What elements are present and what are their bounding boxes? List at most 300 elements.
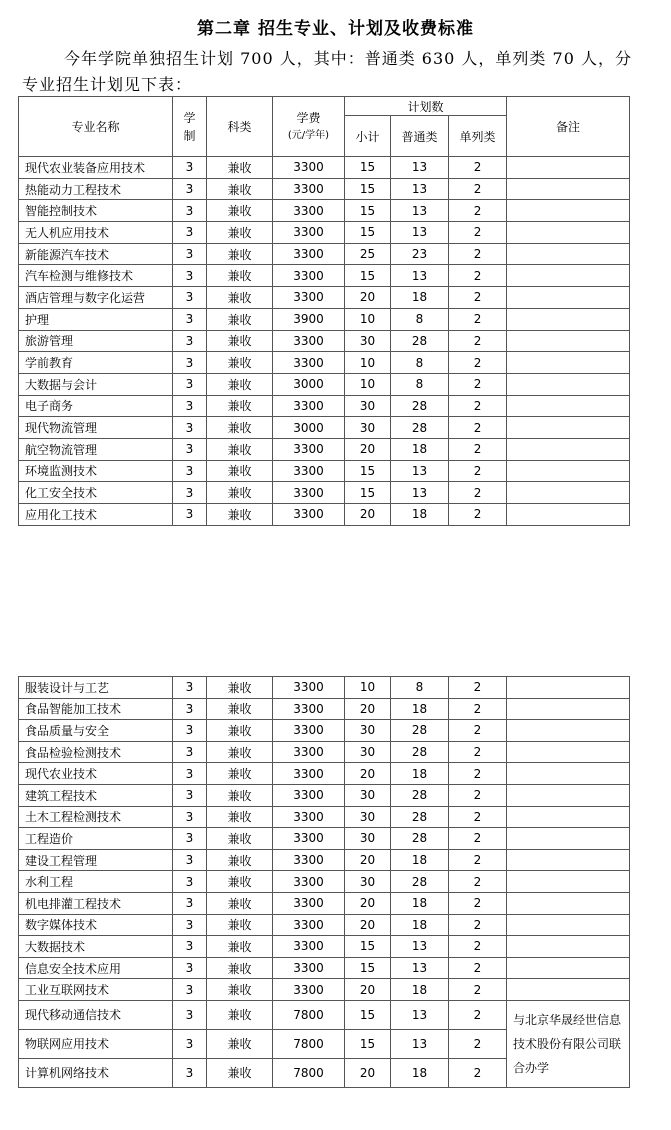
general-cell: 18 [391, 914, 449, 936]
major-name-cell: 旅游管理 [19, 330, 173, 352]
category-cell: 兼收 [207, 287, 273, 309]
fee-cell: 3900 [273, 308, 345, 330]
note-cell [507, 178, 630, 200]
major-name-cell: 食品质量与安全 [19, 720, 173, 742]
separate-cell: 2 [449, 741, 507, 763]
subtotal-cell: 20 [345, 504, 391, 526]
table-row [19, 222, 630, 244]
separate-cell: 2 [449, 806, 507, 828]
table-row [19, 157, 630, 179]
subtotal-cell: 10 [345, 677, 391, 699]
note-cell [507, 200, 630, 222]
general-cell: 18 [391, 763, 449, 785]
subtotal-cell: 20 [345, 287, 391, 309]
header-major: 专业名称 [19, 97, 173, 157]
fee-cell: 3300 [273, 784, 345, 806]
note-cell [507, 330, 630, 352]
separate-cell: 2 [449, 222, 507, 244]
table-row [19, 849, 630, 871]
general-cell: 28 [391, 417, 449, 439]
note-cell [507, 892, 630, 914]
note-cell [507, 287, 630, 309]
length-cell: 3 [173, 243, 207, 265]
major-name-cell: 信息安全技术应用 [19, 957, 173, 979]
fee-cell: 3300 [273, 698, 345, 720]
fee-cell: 3300 [273, 677, 345, 699]
fee-cell: 3300 [273, 979, 345, 1001]
major-name-cell: 大数据与会计 [19, 373, 173, 395]
fee-cell: 3300 [273, 438, 345, 460]
major-name-cell: 数字媒体技术 [19, 914, 173, 936]
general-cell: 23 [391, 243, 449, 265]
major-name-cell: 护理 [19, 308, 173, 330]
subtotal-cell: 15 [345, 178, 391, 200]
length-cell: 3 [173, 482, 207, 504]
subtotal-cell: 20 [345, 849, 391, 871]
length-cell: 3 [173, 417, 207, 439]
fee-cell: 3300 [273, 936, 345, 958]
general-cell: 13 [391, 1029, 449, 1058]
table-row [19, 1000, 630, 1029]
length-cell: 3 [173, 222, 207, 244]
separate-cell: 2 [449, 157, 507, 179]
major-name-cell: 计算机网络技术 [19, 1058, 173, 1087]
separate-cell: 2 [449, 677, 507, 699]
separate-cell: 2 [449, 504, 507, 526]
general-cell: 18 [391, 438, 449, 460]
separate-cell: 2 [449, 828, 507, 850]
subtotal-cell: 15 [345, 1029, 391, 1058]
general-cell: 18 [391, 892, 449, 914]
table-row [19, 720, 630, 742]
general-cell: 13 [391, 265, 449, 287]
subtotal-cell: 30 [345, 741, 391, 763]
subtotal-cell: 20 [345, 438, 391, 460]
separate-cell: 2 [449, 698, 507, 720]
separate-cell: 2 [449, 178, 507, 200]
category-cell: 兼收 [207, 243, 273, 265]
category-cell: 兼收 [207, 222, 273, 244]
table-row [19, 957, 630, 979]
major-name-cell: 电子商务 [19, 395, 173, 417]
length-cell: 3 [173, 720, 207, 742]
note-cell [507, 871, 630, 893]
subtotal-cell: 10 [345, 308, 391, 330]
major-name-cell: 学前教育 [19, 352, 173, 374]
major-name-cell: 环境监测技术 [19, 460, 173, 482]
major-name-cell: 航空物流管理 [19, 438, 173, 460]
category-cell: 兼收 [207, 330, 273, 352]
fee-cell: 3000 [273, 417, 345, 439]
general-cell: 28 [391, 741, 449, 763]
category-cell: 兼收 [207, 157, 273, 179]
general-cell: 18 [391, 849, 449, 871]
length-cell: 3 [173, 504, 207, 526]
category-cell: 兼收 [207, 308, 273, 330]
table-row [19, 287, 630, 309]
note-cell [507, 979, 630, 1001]
intro-paragraph-line-2: 专业招生计划见下表： [22, 75, 193, 94]
separate-cell: 2 [449, 957, 507, 979]
separate-cell: 2 [449, 720, 507, 742]
table-row [19, 979, 630, 1001]
fee-cell: 3300 [273, 957, 345, 979]
subtotal-cell: 30 [345, 417, 391, 439]
note-cell [507, 720, 630, 742]
major-name-cell: 食品检验检测技术 [19, 741, 173, 763]
general-cell: 13 [391, 1000, 449, 1029]
fee-cell: 3300 [273, 504, 345, 526]
major-name-cell: 建设工程管理 [19, 849, 173, 871]
separate-cell: 2 [449, 373, 507, 395]
separate-cell: 2 [449, 1058, 507, 1087]
length-cell: 3 [173, 352, 207, 374]
separate-cell: 2 [449, 784, 507, 806]
subtotal-cell: 15 [345, 460, 391, 482]
table-row [19, 763, 630, 785]
separate-cell: 2 [449, 330, 507, 352]
length-cell: 3 [173, 373, 207, 395]
length-cell: 3 [173, 698, 207, 720]
major-name-cell: 汽车检测与维修技术 [19, 265, 173, 287]
fee-cell: 3300 [273, 892, 345, 914]
table-row [19, 936, 630, 958]
separate-cell: 2 [449, 979, 507, 1001]
category-cell: 兼收 [207, 784, 273, 806]
header-general: 普通类 [391, 116, 449, 157]
table-row [19, 892, 630, 914]
length-cell: 3 [173, 741, 207, 763]
table-row [19, 741, 630, 763]
separate-cell: 2 [449, 417, 507, 439]
table-row [19, 914, 630, 936]
general-cell: 28 [391, 828, 449, 850]
note-cell [507, 460, 630, 482]
subtotal-cell: 15 [345, 936, 391, 958]
subtotal-cell: 20 [345, 979, 391, 1001]
major-name-cell: 酒店管理与数字化运营 [19, 287, 173, 309]
subtotal-cell: 30 [345, 828, 391, 850]
note-cell [507, 763, 630, 785]
category-cell: 兼收 [207, 1000, 273, 1029]
category-cell: 兼收 [207, 892, 273, 914]
fee-cell: 3300 [273, 460, 345, 482]
fee-cell: 3300 [273, 330, 345, 352]
table-row [19, 460, 630, 482]
category-cell: 兼收 [207, 763, 273, 785]
header-length: 学 制 [173, 97, 207, 157]
separate-cell: 2 [449, 200, 507, 222]
note-cell [507, 157, 630, 179]
separate-cell: 2 [449, 849, 507, 871]
separate-cell: 2 [449, 763, 507, 785]
general-cell: 18 [391, 504, 449, 526]
major-name-cell: 现代农业技术 [19, 763, 173, 785]
category-cell: 兼收 [207, 482, 273, 504]
header-category: 科类 [207, 97, 273, 157]
fee-cell: 3300 [273, 243, 345, 265]
subtotal-cell: 15 [345, 222, 391, 244]
fee-cell: 3300 [273, 352, 345, 374]
category-cell: 兼收 [207, 828, 273, 850]
note-cell [507, 395, 630, 417]
note-cell [507, 373, 630, 395]
subtotal-cell: 15 [345, 157, 391, 179]
subtotal-cell: 15 [345, 482, 391, 504]
general-cell: 8 [391, 373, 449, 395]
note-cell [507, 352, 630, 374]
note-cell [507, 504, 630, 526]
length-cell: 3 [173, 1029, 207, 1058]
general-cell: 28 [391, 720, 449, 742]
table-row [19, 698, 630, 720]
subtotal-cell: 15 [345, 200, 391, 222]
length-cell: 3 [173, 849, 207, 871]
fee-cell: 7800 [273, 1000, 345, 1029]
header-note: 备注 [507, 97, 630, 157]
length-cell: 3 [173, 914, 207, 936]
major-name-cell: 无人机应用技术 [19, 222, 173, 244]
major-name-cell: 服装设计与工艺 [19, 677, 173, 699]
category-cell: 兼收 [207, 438, 273, 460]
table-row [19, 677, 630, 699]
general-cell: 8 [391, 677, 449, 699]
subtotal-cell: 20 [345, 914, 391, 936]
length-cell: 3 [173, 1000, 207, 1029]
major-name-cell: 应用化工技术 [19, 504, 173, 526]
general-cell: 18 [391, 979, 449, 1001]
note-cell [507, 849, 630, 871]
subtotal-cell: 15 [345, 1000, 391, 1029]
length-cell: 3 [173, 287, 207, 309]
fee-cell: 7800 [273, 1029, 345, 1058]
category-cell: 兼收 [207, 849, 273, 871]
header-fee: 学费 (元/学年) [273, 97, 345, 157]
header-plan: 计划数 [345, 97, 507, 116]
table-row [19, 373, 630, 395]
table-row [19, 395, 630, 417]
fee-cell: 3300 [273, 265, 345, 287]
separate-cell: 2 [449, 1000, 507, 1029]
separate-cell: 2 [449, 1029, 507, 1058]
general-cell: 13 [391, 200, 449, 222]
separate-cell: 2 [449, 352, 507, 374]
general-cell: 28 [391, 806, 449, 828]
separate-cell: 2 [449, 308, 507, 330]
subtotal-cell: 20 [345, 698, 391, 720]
note-cell [507, 914, 630, 936]
separate-cell: 2 [449, 438, 507, 460]
note-cell [507, 243, 630, 265]
major-name-cell: 大数据技术 [19, 936, 173, 958]
fee-cell: 7800 [273, 1058, 345, 1087]
length-cell: 3 [173, 460, 207, 482]
fee-cell: 3300 [273, 914, 345, 936]
general-cell: 13 [391, 957, 449, 979]
separate-cell: 2 [449, 287, 507, 309]
separate-cell: 2 [449, 460, 507, 482]
fee-cell: 3300 [273, 828, 345, 850]
general-cell: 28 [391, 330, 449, 352]
subtotal-cell: 30 [345, 806, 391, 828]
note-cell [507, 784, 630, 806]
length-cell: 3 [173, 806, 207, 828]
category-cell: 兼收 [207, 936, 273, 958]
category-cell: 兼收 [207, 1029, 273, 1058]
note-cell [507, 482, 630, 504]
note-cell [507, 308, 630, 330]
fee-cell: 3300 [273, 763, 345, 785]
joint-program-note: 与北京华晟经世信息技术股份有限公司联合办学 [507, 1000, 630, 1087]
note-cell [507, 806, 630, 828]
table-row [19, 438, 630, 460]
subtotal-cell: 20 [345, 1058, 391, 1087]
note-cell [507, 438, 630, 460]
general-cell: 18 [391, 698, 449, 720]
length-cell: 3 [173, 157, 207, 179]
chapter-title: 第二章 招生专业、计划及收费标准 [197, 19, 474, 39]
category-cell: 兼收 [207, 352, 273, 374]
category-cell: 兼收 [207, 395, 273, 417]
length-cell: 3 [173, 308, 207, 330]
major-name-cell: 工业互联网技术 [19, 979, 173, 1001]
table-row [19, 178, 630, 200]
category-cell: 兼收 [207, 677, 273, 699]
note-cell [507, 417, 630, 439]
general-cell: 13 [391, 178, 449, 200]
table-row [19, 352, 630, 374]
note-cell [507, 677, 630, 699]
general-cell: 28 [391, 871, 449, 893]
fee-cell: 3300 [273, 287, 345, 309]
major-name-cell: 建筑工程技术 [19, 784, 173, 806]
subtotal-cell: 20 [345, 892, 391, 914]
separate-cell: 2 [449, 482, 507, 504]
major-name-cell: 智能控制技术 [19, 200, 173, 222]
general-cell: 18 [391, 1058, 449, 1087]
category-cell: 兼收 [207, 460, 273, 482]
general-cell: 13 [391, 157, 449, 179]
major-name-cell: 新能源汽车技术 [19, 243, 173, 265]
length-cell: 3 [173, 979, 207, 1001]
subtotal-cell: 20 [345, 763, 391, 785]
subtotal-cell: 30 [345, 395, 391, 417]
general-cell: 28 [391, 395, 449, 417]
length-cell: 3 [173, 828, 207, 850]
general-cell: 8 [391, 308, 449, 330]
table-row [19, 828, 630, 850]
major-name-cell: 工程造价 [19, 828, 173, 850]
subtotal-cell: 30 [345, 784, 391, 806]
length-cell: 3 [173, 936, 207, 958]
major-name-cell: 现代移动通信技术 [19, 1000, 173, 1029]
separate-cell: 2 [449, 871, 507, 893]
major-name-cell: 土木工程检测技术 [19, 806, 173, 828]
category-cell: 兼收 [207, 200, 273, 222]
category-cell: 兼收 [207, 504, 273, 526]
category-cell: 兼收 [207, 265, 273, 287]
subtotal-cell: 10 [345, 373, 391, 395]
subtotal-cell: 30 [345, 720, 391, 742]
note-cell [507, 828, 630, 850]
subtotal-cell: 30 [345, 871, 391, 893]
subtotal-cell: 10 [345, 352, 391, 374]
separate-cell: 2 [449, 265, 507, 287]
table-row [19, 200, 630, 222]
table-row [19, 504, 630, 526]
general-cell: 13 [391, 482, 449, 504]
major-name-cell: 化工安全技术 [19, 482, 173, 504]
general-cell: 13 [391, 460, 449, 482]
general-cell: 28 [391, 784, 449, 806]
fee-cell: 3300 [273, 741, 345, 763]
table-row [19, 308, 630, 330]
general-cell: 13 [391, 936, 449, 958]
length-cell: 3 [173, 265, 207, 287]
length-cell: 3 [173, 330, 207, 352]
fee-cell: 3300 [273, 871, 345, 893]
major-name-cell: 物联网应用技术 [19, 1029, 173, 1058]
fee-cell: 3300 [273, 157, 345, 179]
length-cell: 3 [173, 871, 207, 893]
note-cell [507, 936, 630, 958]
header-separate: 单列类 [449, 116, 507, 157]
fee-cell: 3300 [273, 395, 345, 417]
length-cell: 3 [173, 178, 207, 200]
table-row [19, 482, 630, 504]
fee-cell: 3300 [273, 720, 345, 742]
general-cell: 18 [391, 287, 449, 309]
general-cell: 13 [391, 222, 449, 244]
major-name-cell: 热能动力工程技术 [19, 178, 173, 200]
table-row [19, 806, 630, 828]
category-cell: 兼收 [207, 806, 273, 828]
length-cell: 3 [173, 1058, 207, 1087]
header-subtotal: 小计 [345, 116, 391, 157]
fee-cell: 3000 [273, 373, 345, 395]
category-cell: 兼收 [207, 741, 273, 763]
major-name-cell: 机电排灌工程技术 [19, 892, 173, 914]
subtotal-cell: 15 [345, 265, 391, 287]
length-cell: 3 [173, 395, 207, 417]
note-cell [507, 741, 630, 763]
fee-cell: 3300 [273, 222, 345, 244]
length-cell: 3 [173, 763, 207, 785]
table-row [19, 871, 630, 893]
major-name-cell: 现代农业装备应用技术 [19, 157, 173, 179]
category-cell: 兼收 [207, 417, 273, 439]
category-cell: 兼收 [207, 957, 273, 979]
table-row [19, 243, 630, 265]
category-cell: 兼收 [207, 1058, 273, 1087]
category-cell: 兼收 [207, 871, 273, 893]
enrollment-plan-table-continued [18, 676, 630, 1088]
enrollment-plan-table [18, 96, 630, 526]
length-cell: 3 [173, 784, 207, 806]
category-cell: 兼收 [207, 720, 273, 742]
intro-paragraph-line-1: 今年学院单独招生计划 700 人，其中：普通类 630 人，单列类 70 人，分 [64, 49, 632, 68]
length-cell: 3 [173, 677, 207, 699]
fee-cell: 3300 [273, 200, 345, 222]
fee-cell: 3300 [273, 849, 345, 871]
table-row [19, 330, 630, 352]
subtotal-cell: 30 [345, 330, 391, 352]
major-name-cell: 食品智能加工技术 [19, 698, 173, 720]
length-cell: 3 [173, 957, 207, 979]
general-cell: 8 [391, 352, 449, 374]
category-cell: 兼收 [207, 698, 273, 720]
major-name-cell: 现代物流管理 [19, 417, 173, 439]
